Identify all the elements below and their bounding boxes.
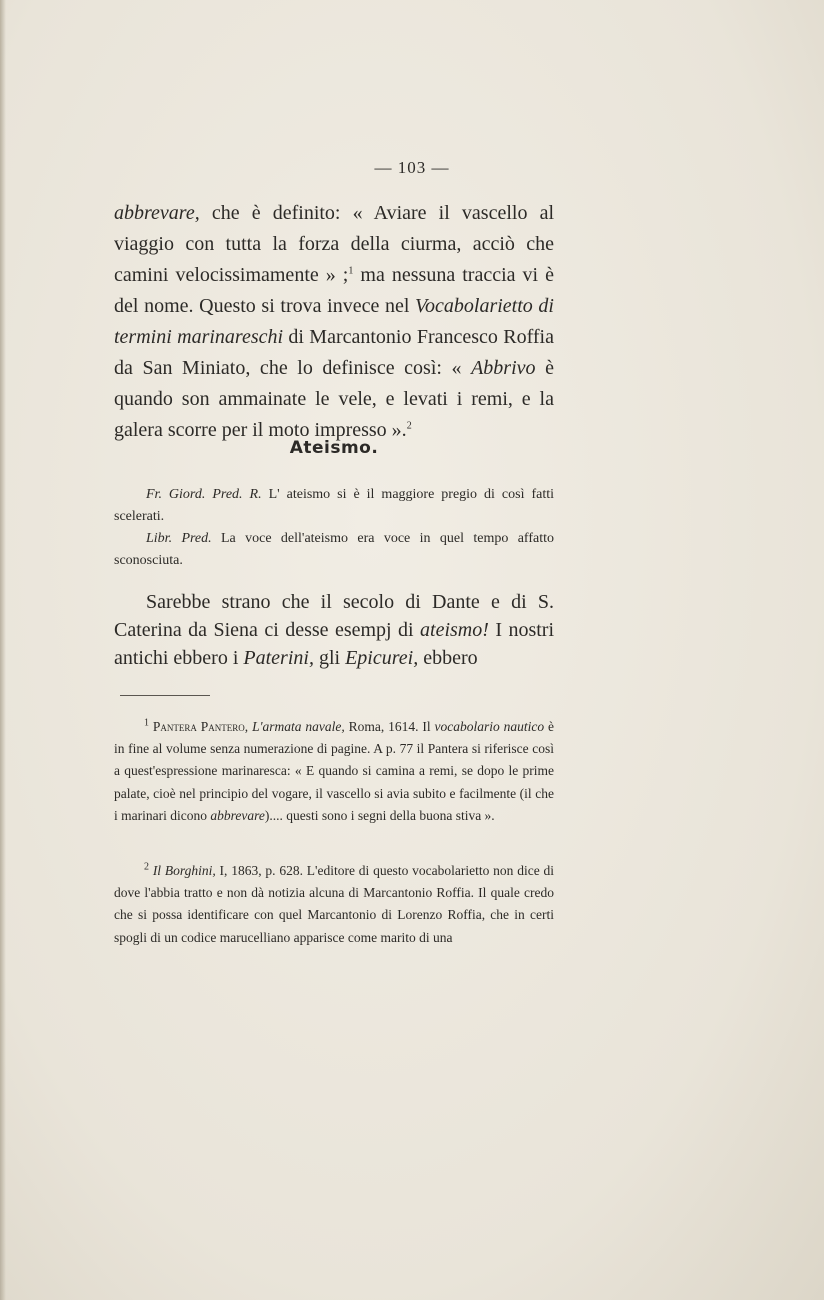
term-abbrevare: abbrevare, <box>114 202 200 224</box>
term-abbrivo: Abbrivo <box>471 357 536 379</box>
term-epicurei: Epicurei, <box>345 647 419 669</box>
footnote-divider <box>120 695 210 696</box>
title-vocabolarietto: Vocabolarietto di termini marinareschi <box>114 295 554 348</box>
quote-2 <box>114 528 554 572</box>
main-text-2: ma nessuna traccia vi è del nome. Questo si trova invece nel <box>114 264 554 317</box>
footnote-number: 1 <box>144 717 149 729</box>
main-paragraph <box>114 198 554 446</box>
fn1-title: L'armata navale, <box>252 719 345 734</box>
term-paterini: Paterini, <box>243 647 314 669</box>
fn1-text-3: è in fine al volume senza numerazione di pagine. A p. 77 il Pantera si riferisce così a quest'espressione marinaresca: « E quando si camina a remi, se dopo le prime palate, cioè nel principio del vogare, il vascello si avia subito e facilmente (il che i marinari dicono <box>114 719 555 823</box>
quote-source: Libr. Pred. <box>146 531 212 546</box>
quote-source: Fr. Giord. Pred. R. <box>146 487 262 502</box>
main-text-1: che è definito: « Aviare il vascello al viaggio con tutta la forza della ciurma, acciò che camini velocissimamente » ; <box>114 202 554 286</box>
page-edge-shadow <box>0 0 6 1300</box>
fn2-text: I, 1863, p. 628. L'editore di questo vocabolarietto non dice di dove l'abbia tratto e non dà notizia alcuna di Marcantonio Roffia. Il quale credo che si possa identificare con quel Marcantonio di Lorenzo Roffia, che in certi spogli di un codice marucelliano apparisce come marito di una <box>114 863 555 945</box>
para2-text-2: I nostri antichi ebbero i <box>114 619 554 669</box>
footnote-2 <box>114 860 554 949</box>
footnote-ref-1: 1 <box>348 265 354 277</box>
term-ateismo: ateismo! <box>420 619 489 641</box>
main-text-4: è quando son ammainate le vele, e levati i remi, e la galera scorre per il moto impresso ». <box>114 357 554 441</box>
fn1-text-4: ).... questi sono i segni della buona stiva ». <box>264 807 495 823</box>
main-text-3: di Marcantonio Francesco Roffia da San Miniato, che lo definisce così: « <box>114 326 554 379</box>
footnote-author: Pantera Pantero, <box>152 719 249 734</box>
footnote-ref-2: 2 <box>406 420 412 432</box>
fn2-title: Il Borghini, <box>152 863 216 878</box>
para2-text-1: Sarebbe strano che il secolo di Dante e di S. Caterina da Siena ci desse esempj di <box>114 591 554 641</box>
quote-text: La voce dell'ateismo era voce in quel tempo affatto sconosciuta. <box>114 531 554 568</box>
fn1-term-abbrevare: abbrevare <box>210 807 265 823</box>
page-number: — 103 — <box>374 158 450 177</box>
footnote-number: 2 <box>144 861 149 873</box>
footnote-1 <box>114 716 554 827</box>
quote-text: L' ateismo si è il maggiore pregio di così fatti scelerati. <box>114 487 554 524</box>
quote-1 <box>114 484 554 528</box>
fn1-term-vocabolario: vocabolario nautico <box>434 719 545 734</box>
fn1-text-2: Roma, 1614. Il <box>344 719 435 734</box>
paragraph-2 <box>114 588 554 672</box>
para2-text-3: gli <box>313 647 346 669</box>
para2-text-4: ebbero <box>418 647 478 669</box>
section-heading: Ateismo. <box>289 438 379 458</box>
